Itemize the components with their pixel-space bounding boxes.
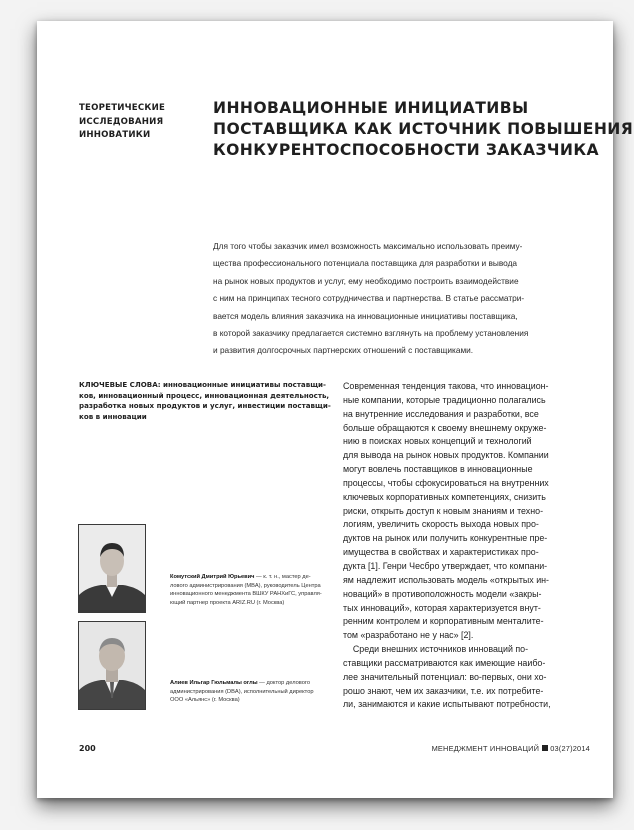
section-label-line: ИННОВАТИКИ: [79, 130, 151, 140]
body-line: могут вовлечь поставщиков в инновационные: [343, 464, 533, 475]
author-bio: [170, 679, 320, 705]
journal-issue: 03(27)2014: [550, 744, 590, 753]
article-body: [343, 380, 591, 712]
abstract-line: на рынок новых продуктов и услуг, ему необходимо построить взаимодействие: [213, 275, 519, 286]
keywords-line: разработка новых продуктов и услуг, инвестиции поставщи-: [79, 401, 331, 411]
abstract-line: вается модель влияния заказчика на инновационные инициативы поставщика,: [213, 310, 518, 321]
body-line: нию в поисках новых концепций и технологий: [343, 436, 532, 447]
abstract-line: в которой заказчику предлагается системно взглянуть на проблему установления: [213, 328, 529, 339]
abstract-line: Для того чтобы заказчик имел возможность максимально использовать преиму-: [213, 241, 523, 251]
body-line: новаций» в противоположность модели «закры-: [343, 588, 542, 599]
body-line: ям надлежит использовать модель «открытых ин-: [343, 574, 550, 585]
author-bio-text: ООО «Альянс» (г. Москва): [170, 697, 240, 703]
square-bullet-icon: [542, 745, 548, 751]
author-name: Комутский Дмитрий Юрьевич: [170, 574, 255, 580]
title-line: ПОСТАВЩИКА КАК ИСТОЧНИК ПОВЫШЕНИЯ: [213, 119, 634, 138]
keywords-line: ков в инновации: [79, 412, 147, 422]
body-line: ставщики рассматриваются как имеющие наибо-: [343, 657, 546, 668]
article-title: [213, 98, 634, 160]
author-photo: [78, 621, 146, 710]
abstract-line: щества профессионального потенциала поставщика для разработки и вывода: [213, 258, 518, 269]
author-bio-text: — доктор делового: [257, 680, 310, 686]
article-abstract: [213, 238, 590, 360]
body-line: ные компании, которые традиционно полагались: [343, 394, 546, 405]
author-portrait-image: [79, 622, 145, 709]
journal-footer: [432, 744, 590, 753]
abstract-line: с ним на принципах тесного сотрудничества и партнерства. В статье рассматри-: [213, 293, 525, 304]
body-line: риски, открыть доступ к новым знаниям и техно-: [343, 505, 544, 516]
body-line: логиям, увеличить скорость выхода новых про-: [343, 519, 539, 530]
body-line: больше обращаются к своему внешнему окруже-: [343, 422, 547, 433]
author-name: Алиев Ильгар Гюльмалы оглы: [170, 680, 258, 686]
body-line: том «разработано не у нас» [2].: [343, 630, 474, 641]
body-line: на внутренние исследования и разработки, все: [343, 408, 539, 419]
body-line: тых инноваций», которая характеризуется внут-: [343, 602, 541, 613]
body-line: Современная тенденция такова, что инновацион-: [343, 381, 549, 391]
author-bio: [170, 573, 320, 607]
keywords-line: КЛЮЧЕВЫЕ СЛОВА: инновационные инициативы поставщи-: [79, 380, 326, 389]
author-photo: [78, 524, 146, 613]
body-line: дукта [1]. Генри Чесбро утверждает, что компани-: [343, 560, 548, 571]
body-line: лее значительный потенциал: во-первых, они хо-: [343, 671, 547, 682]
body-line: рошо знают, чем их заказчики, т.е. их потребите-: [343, 685, 544, 696]
body-line: дуктов на рынок или получить конкурентные пре-: [343, 533, 548, 544]
abstract-line: и развития долгосрочных партнерских отношений с поставщиками.: [213, 345, 474, 356]
title-line: КОНКУРЕНТОСПОСОБНОСТИ ЗАКАЗЧИКА: [213, 140, 599, 159]
title-line: ИННОВАЦИОННЫЕ ИНИЦИАТИВЫ: [213, 99, 529, 117]
body-line: Среди внешних источников инноваций по-: [343, 644, 529, 655]
author-bio-text: — к. т. н., мастер де-: [254, 574, 311, 580]
body-line: ренним контролем и корпоративным менталите-: [343, 616, 544, 627]
keywords-line: ков, инновационный процесс, инновационная деятельность,: [79, 390, 330, 400]
section-label-line: ИССЛЕДОВАНИЯ: [79, 116, 164, 127]
author-bio-text: лового администрирования (MBA), руководитель Центра: [170, 582, 321, 589]
journal-page: [37, 21, 634, 798]
body-line: ключевых корпоративных компетенциях, снизить: [343, 491, 546, 502]
section-label-line: ТЕОРЕТИЧЕСКИЕ: [79, 103, 166, 113]
body-line: ли, занимаются и какие испытывают потребности,: [343, 699, 551, 710]
author-bio-text: инновационного менеджмента ВШКУ РАНХиГС, управля-: [170, 591, 322, 597]
author-bio-text: администрирования (DBA), исполнительный директор: [170, 688, 314, 695]
body-line: процессы, чтобы сфокусироваться на внутренних: [343, 477, 549, 488]
body-line: имущества в свойствах и характеристиках про-: [343, 547, 539, 558]
body-line: для вывода на рынок новых продуктов. Компании: [343, 450, 549, 461]
author-bio-text: ющий партнер проекта ARIZ.RU (г. Москва): [170, 599, 285, 606]
journal-name: МЕНЕДЖМЕНТ ИННОВАЦИЙ: [431, 744, 540, 753]
section-label: [79, 102, 189, 143]
page-number: 200: [79, 744, 96, 753]
keywords-block: [79, 380, 331, 423]
author-portrait-image: [79, 525, 145, 612]
